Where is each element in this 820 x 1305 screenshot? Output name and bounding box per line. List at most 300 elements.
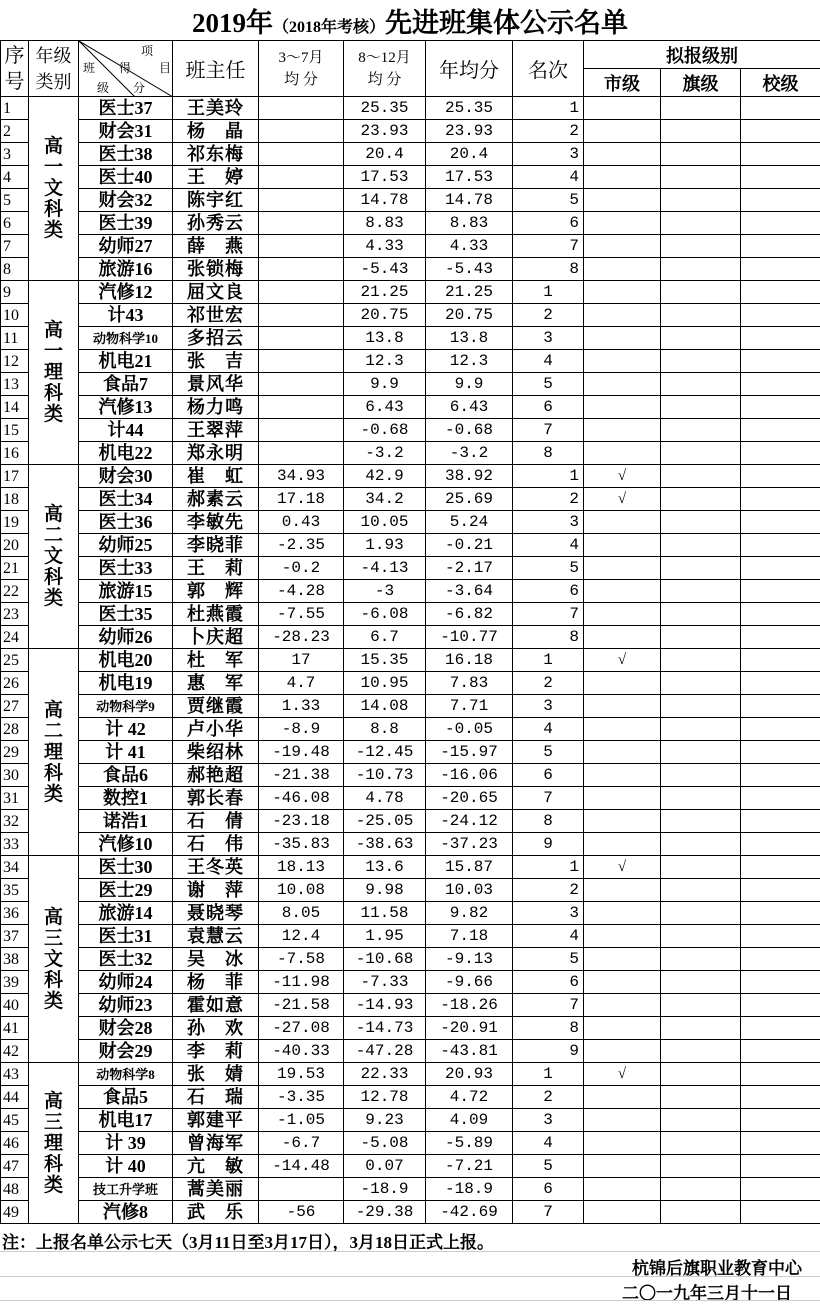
banner-level-cell [661, 235, 741, 258]
school-level-cell [741, 304, 820, 327]
table-row [1, 994, 820, 1017]
banner-level-cell [661, 741, 741, 764]
table-row [1, 442, 820, 465]
school-level-cell [741, 603, 820, 626]
score-mar-jul-cell [259, 97, 344, 120]
city-level-cell [584, 787, 661, 810]
annual-avg-cell: 23.93 [426, 120, 513, 143]
banner-level-cell [661, 1017, 741, 1040]
city-level-cell [584, 419, 661, 442]
annual-avg-cell: -0.68 [426, 419, 513, 442]
teacher-cell: 张 吉 [173, 350, 259, 373]
rank-cell: 5 [513, 189, 584, 212]
teacher-cell: 杨力鸣 [173, 396, 259, 419]
annual-avg-cell: 4.33 [426, 235, 513, 258]
page-title [0, 0, 820, 40]
score-aug-dec-cell: 17.53 [344, 166, 426, 189]
annual-avg-cell: -18.9 [426, 1178, 513, 1201]
annual-avg-cell: -0.21 [426, 534, 513, 557]
school-level-cell [741, 373, 820, 396]
class-cell: 机电20 [79, 649, 173, 672]
table-row [1, 787, 820, 810]
city-level-cell [584, 902, 661, 925]
banner-level-cell [661, 327, 741, 350]
school-level-cell [741, 189, 820, 212]
school-level-cell [741, 948, 820, 971]
seq-cell: 40 [1, 994, 29, 1017]
school-level-cell [741, 672, 820, 695]
header-avg: 年均分 [426, 41, 513, 97]
annual-avg-cell: -24.12 [426, 810, 513, 833]
score-mar-jul-cell: 10.08 [259, 879, 344, 902]
banner-level-cell [661, 1109, 741, 1132]
rank-cell: 7 [513, 787, 584, 810]
score-mar-jul-cell: -23.18 [259, 810, 344, 833]
class-cell: 财会29 [79, 1040, 173, 1063]
city-level-cell [584, 212, 661, 235]
school-level-cell [741, 212, 820, 235]
annual-avg-cell: -7.21 [426, 1155, 513, 1178]
seq-cell: 1 [1, 97, 29, 120]
table-row [1, 189, 820, 212]
class-cell: 数控1 [79, 787, 173, 810]
score-mar-jul-cell: -56 [259, 1201, 344, 1224]
seq-cell: 21 [1, 557, 29, 580]
annual-avg-cell: -20.91 [426, 1017, 513, 1040]
annual-avg-cell: 21.25 [426, 281, 513, 304]
banner-level-cell [661, 258, 741, 281]
seq-cell: 6 [1, 212, 29, 235]
banner-level-cell [661, 1178, 741, 1201]
table-row [1, 925, 820, 948]
class-cell: 医士39 [79, 212, 173, 235]
score-aug-dec-cell: 0.07 [344, 1155, 426, 1178]
rank-cell: 6 [513, 971, 584, 994]
table-row [1, 1201, 820, 1224]
score-aug-dec-cell: -3.2 [344, 442, 426, 465]
school-level-cell [741, 1155, 820, 1178]
seq-cell: 28 [1, 718, 29, 741]
seq-cell: 29 [1, 741, 29, 764]
banner-level-cell [661, 833, 741, 856]
teacher-cell: 亢 敏 [173, 1155, 259, 1178]
score-aug-dec-cell: -7.33 [344, 971, 426, 994]
city-level-cell [584, 672, 661, 695]
score-mar-jul-cell: 8.05 [259, 902, 344, 925]
score-mar-jul-cell: -2.35 [259, 534, 344, 557]
score-mar-jul-cell: -6.7 [259, 1132, 344, 1155]
seq-cell: 8 [1, 258, 29, 281]
rank-cell: 7 [513, 994, 584, 1017]
score-mar-jul-cell: 17.18 [259, 488, 344, 511]
banner-level-cell [661, 603, 741, 626]
teacher-cell: 孙秀云 [173, 212, 259, 235]
score-aug-dec-cell: -0.68 [344, 419, 426, 442]
school-level-cell [741, 580, 820, 603]
score-aug-dec-cell: 9.9 [344, 373, 426, 396]
annual-avg-cell: 4.09 [426, 1109, 513, 1132]
school-level-cell [741, 741, 820, 764]
teacher-cell: 卜庆超 [173, 626, 259, 649]
seq-cell: 33 [1, 833, 29, 856]
class-cell: 医士34 [79, 488, 173, 511]
teacher-cell: 王 莉 [173, 557, 259, 580]
grade-category-label: 高三文科类 [43, 906, 63, 1012]
school-level-cell [741, 120, 820, 143]
seq-cell: 31 [1, 787, 29, 810]
seq-cell: 20 [1, 534, 29, 557]
score-mar-jul-cell: 1.33 [259, 695, 344, 718]
grade-category [29, 465, 79, 649]
seq-cell: 18 [1, 488, 29, 511]
annual-avg-cell: -16.06 [426, 764, 513, 787]
school-level-cell [741, 626, 820, 649]
diag-ban: 班 [83, 61, 96, 75]
class-cell: 医士40 [79, 166, 173, 189]
grade-category [29, 97, 79, 281]
banner-level-cell [661, 810, 741, 833]
seq-cell: 12 [1, 350, 29, 373]
teacher-cell: 郭 辉 [173, 580, 259, 603]
score-aug-dec-cell: 8.8 [344, 718, 426, 741]
school-level-cell [741, 787, 820, 810]
seq-cell: 44 [1, 1086, 29, 1109]
teacher-cell: 张锁梅 [173, 258, 259, 281]
table-row [1, 212, 820, 235]
city-level-cell [584, 833, 661, 856]
score-aug-dec-cell: 1.95 [344, 925, 426, 948]
score-aug-dec-cell: 10.95 [344, 672, 426, 695]
school-level-cell [741, 971, 820, 994]
class-cell: 动物科学9 [79, 695, 173, 718]
score-aug-dec-cell: -29.38 [344, 1201, 426, 1224]
annual-avg-cell: -6.82 [426, 603, 513, 626]
seq-cell: 7 [1, 235, 29, 258]
school-level-cell [741, 419, 820, 442]
rank-cell: 3 [513, 327, 584, 350]
table-row [1, 1178, 820, 1201]
city-level-cell [584, 1178, 661, 1201]
score-mar-jul-cell: 17 [259, 649, 344, 672]
annual-avg-cell: 6.43 [426, 396, 513, 419]
class-cell: 旅游14 [79, 902, 173, 925]
teacher-cell: 李敏先 [173, 511, 259, 534]
banner-level-cell [661, 718, 741, 741]
table-row [1, 626, 820, 649]
seq-cell: 14 [1, 396, 29, 419]
score-aug-dec-cell: 1.93 [344, 534, 426, 557]
divider [0, 1300, 820, 1301]
banner-level-cell [661, 281, 741, 304]
rank-cell: 5 [513, 1155, 584, 1178]
teacher-cell: 王冬英 [173, 856, 259, 879]
school-level-cell [741, 235, 820, 258]
class-cell: 医士37 [79, 97, 173, 120]
teacher-cell: 祁世宏 [173, 304, 259, 327]
score-mar-jul-cell: -46.08 [259, 787, 344, 810]
table-row [1, 373, 820, 396]
rank-cell: 1 [513, 1063, 584, 1086]
city-level-cell [584, 1201, 661, 1224]
score-aug-dec-cell: -3 [344, 580, 426, 603]
rank-cell: 1 [513, 649, 584, 672]
city-level-cell [584, 557, 661, 580]
rank-cell: 1 [513, 97, 584, 120]
score-mar-jul-cell [259, 350, 344, 373]
banner-level-cell [661, 626, 741, 649]
table-row [1, 1063, 820, 1086]
divider [0, 1276, 820, 1277]
annual-avg-cell: 20.75 [426, 304, 513, 327]
annual-avg-cell: 13.8 [426, 327, 513, 350]
class-cell: 食品7 [79, 373, 173, 396]
table-row [1, 741, 820, 764]
diag-get: 得 [119, 61, 132, 75]
teacher-cell: 杨 菲 [173, 971, 259, 994]
score-aug-dec-cell: 14.78 [344, 189, 426, 212]
grade-category-label: 高一文科类 [43, 136, 63, 241]
seq-cell: 4 [1, 166, 29, 189]
seq-cell: 9 [1, 281, 29, 304]
school-level-cell [741, 1086, 820, 1109]
banner-level-cell [661, 879, 741, 902]
rank-cell: 2 [513, 120, 584, 143]
city-level-cell [584, 373, 661, 396]
seq-cell: 41 [1, 1017, 29, 1040]
table-row [1, 258, 820, 281]
school-level-cell [741, 488, 820, 511]
banner-level-cell [661, 1040, 741, 1063]
score-mar-jul-cell: 19.53 [259, 1063, 344, 1086]
banner-level-cell [661, 120, 741, 143]
banner-level-cell [661, 672, 741, 695]
score-mar-jul-cell [259, 166, 344, 189]
teacher-cell: 霍如意 [173, 994, 259, 1017]
header-seq-2: 号 [4, 70, 25, 93]
table-row [1, 235, 820, 258]
city-level-cell: √ [584, 465, 661, 488]
rank-cell: 3 [513, 143, 584, 166]
score-mar-jul-cell: -4.28 [259, 580, 344, 603]
header-seq [1, 41, 29, 97]
score-aug-dec-cell: -25.05 [344, 810, 426, 833]
teacher-cell: 李 莉 [173, 1040, 259, 1063]
score-aug-dec-cell: -6.08 [344, 603, 426, 626]
class-cell: 幼师26 [79, 626, 173, 649]
class-cell: 汽修12 [79, 281, 173, 304]
rank-cell: 5 [513, 373, 584, 396]
table-row [1, 603, 820, 626]
grade-category-label: 高二文科类 [43, 504, 63, 609]
score-aug-dec-cell: 23.93 [344, 120, 426, 143]
teacher-cell: 屈文良 [173, 281, 259, 304]
seq-cell: 38 [1, 948, 29, 971]
teacher-cell: 石 伟 [173, 833, 259, 856]
teacher-cell: 张 婧 [173, 1063, 259, 1086]
score-mar-jul-cell [259, 258, 344, 281]
school-level-cell [741, 534, 820, 557]
seq-cell: 10 [1, 304, 29, 327]
seq-cell: 26 [1, 672, 29, 695]
teacher-cell: 贾继霞 [173, 695, 259, 718]
teacher-cell: 杨 晶 [173, 120, 259, 143]
teacher-cell: 崔 虹 [173, 465, 259, 488]
score-aug-dec-cell: -5.08 [344, 1132, 426, 1155]
table-row [1, 281, 820, 304]
header-grade-2: 类别 [35, 71, 72, 92]
table-row [1, 350, 820, 373]
city-level-cell: √ [584, 649, 661, 672]
class-cell: 食品6 [79, 764, 173, 787]
class-cell: 医士36 [79, 511, 173, 534]
rank-cell: 6 [513, 764, 584, 787]
rank-cell: 7 [513, 1201, 584, 1224]
score-aug-dec-cell: -47.28 [344, 1040, 426, 1063]
table-row [1, 764, 820, 787]
score-mar-jul-cell [259, 304, 344, 327]
score-aug-dec-cell: -18.9 [344, 1178, 426, 1201]
score-aug-dec-cell: -10.73 [344, 764, 426, 787]
score-mar-jul-cell: -21.38 [259, 764, 344, 787]
teacher-cell: 吴 冰 [173, 948, 259, 971]
score-mar-jul-cell: -40.33 [259, 1040, 344, 1063]
teacher-cell: 景风华 [173, 373, 259, 396]
seq-cell: 24 [1, 626, 29, 649]
annual-avg-cell: 14.78 [426, 189, 513, 212]
header-s2 [344, 41, 426, 97]
rank-cell: 6 [513, 212, 584, 235]
rank-cell: 1 [513, 465, 584, 488]
rank-cell: 8 [513, 258, 584, 281]
table-row [1, 120, 820, 143]
class-cell: 机电21 [79, 350, 173, 373]
grade-category [29, 856, 79, 1063]
score-mar-jul-cell [259, 281, 344, 304]
score-mar-jul-cell [259, 235, 344, 258]
rank-cell: 3 [513, 511, 584, 534]
city-level-cell [584, 534, 661, 557]
score-mar-jul-cell: 4.7 [259, 672, 344, 695]
score-aug-dec-cell: -5.43 [344, 258, 426, 281]
class-cell: 幼师23 [79, 994, 173, 1017]
banner-level-cell [661, 212, 741, 235]
table-row [1, 1155, 820, 1178]
diag-ji: 级 [97, 81, 110, 95]
teacher-cell: 王 婷 [173, 166, 259, 189]
class-cell: 财会31 [79, 120, 173, 143]
table-row [1, 695, 820, 718]
city-level-cell [584, 511, 661, 534]
class-cell: 财会32 [79, 189, 173, 212]
table-row [1, 304, 820, 327]
banner-level-cell [661, 1086, 741, 1109]
score-mar-jul-cell: 18.13 [259, 856, 344, 879]
header-school: 校级 [741, 69, 820, 97]
seq-cell: 36 [1, 902, 29, 925]
header-city: 市级 [584, 69, 661, 97]
annual-avg-cell: 20.4 [426, 143, 513, 166]
annual-avg-cell: 12.3 [426, 350, 513, 373]
diag-mu: 目 [159, 61, 172, 75]
header-s2-1: 8～12月 [358, 49, 411, 66]
score-aug-dec-cell: 42.9 [344, 465, 426, 488]
class-cell: 医士29 [79, 879, 173, 902]
city-level-cell [584, 281, 661, 304]
score-aug-dec-cell: 21.25 [344, 281, 426, 304]
banner-level-cell [661, 994, 741, 1017]
rank-cell: 3 [513, 695, 584, 718]
city-level-cell [584, 235, 661, 258]
table-row [1, 1017, 820, 1040]
seq-cell: 13 [1, 373, 29, 396]
score-aug-dec-cell: 34.2 [344, 488, 426, 511]
score-mar-jul-cell [259, 120, 344, 143]
teacher-cell: 曾海军 [173, 1132, 259, 1155]
score-aug-dec-cell: -12.45 [344, 741, 426, 764]
school-level-cell [741, 1201, 820, 1224]
score-aug-dec-cell: 4.78 [344, 787, 426, 810]
score-aug-dec-cell: 6.7 [344, 626, 426, 649]
seq-cell: 17 [1, 465, 29, 488]
seq-cell: 47 [1, 1155, 29, 1178]
banner-level-cell [661, 534, 741, 557]
city-level-cell: √ [584, 1063, 661, 1086]
city-level-cell [584, 695, 661, 718]
grade-category-label: 高三理科类 [43, 1090, 63, 1196]
score-mar-jul-cell: 12.4 [259, 925, 344, 948]
city-level-cell [584, 396, 661, 419]
table-row [1, 948, 820, 971]
score-mar-jul-cell: -19.48 [259, 741, 344, 764]
city-level-cell [584, 1109, 661, 1132]
rank-cell: 4 [513, 718, 584, 741]
teacher-cell: 王翠萍 [173, 419, 259, 442]
seq-cell: 11 [1, 327, 29, 350]
school-level-cell [741, 1040, 820, 1063]
school-level-cell [741, 764, 820, 787]
city-level-cell [584, 718, 661, 741]
city-level-cell [584, 189, 661, 212]
rank-cell: 4 [513, 1132, 584, 1155]
banner-level-cell [661, 166, 741, 189]
grade-category-label: 高一理科类 [43, 320, 63, 425]
rank-cell: 5 [513, 557, 584, 580]
seq-cell: 23 [1, 603, 29, 626]
advanced-class-table [0, 40, 820, 1224]
annual-avg-cell: -42.69 [426, 1201, 513, 1224]
table-row [1, 810, 820, 833]
header-teacher: 班主任 [173, 41, 259, 97]
score-aug-dec-cell: -14.93 [344, 994, 426, 1017]
seq-cell: 16 [1, 442, 29, 465]
header-class-diagonal [79, 41, 173, 97]
banner-level-cell [661, 1063, 741, 1086]
grade-category [29, 281, 79, 465]
table-row [1, 580, 820, 603]
city-level-cell [584, 879, 661, 902]
teacher-cell: 石 倩 [173, 810, 259, 833]
banner-level-cell [661, 304, 741, 327]
city-level-cell [584, 327, 661, 350]
annual-avg-cell: -9.66 [426, 971, 513, 994]
city-level-cell [584, 580, 661, 603]
score-aug-dec-cell: 13.8 [344, 327, 426, 350]
divider [0, 1251, 820, 1252]
score-mar-jul-cell [259, 1178, 344, 1201]
seq-cell: 46 [1, 1132, 29, 1155]
seq-cell: 25 [1, 649, 29, 672]
annual-avg-cell: 9.82 [426, 902, 513, 925]
